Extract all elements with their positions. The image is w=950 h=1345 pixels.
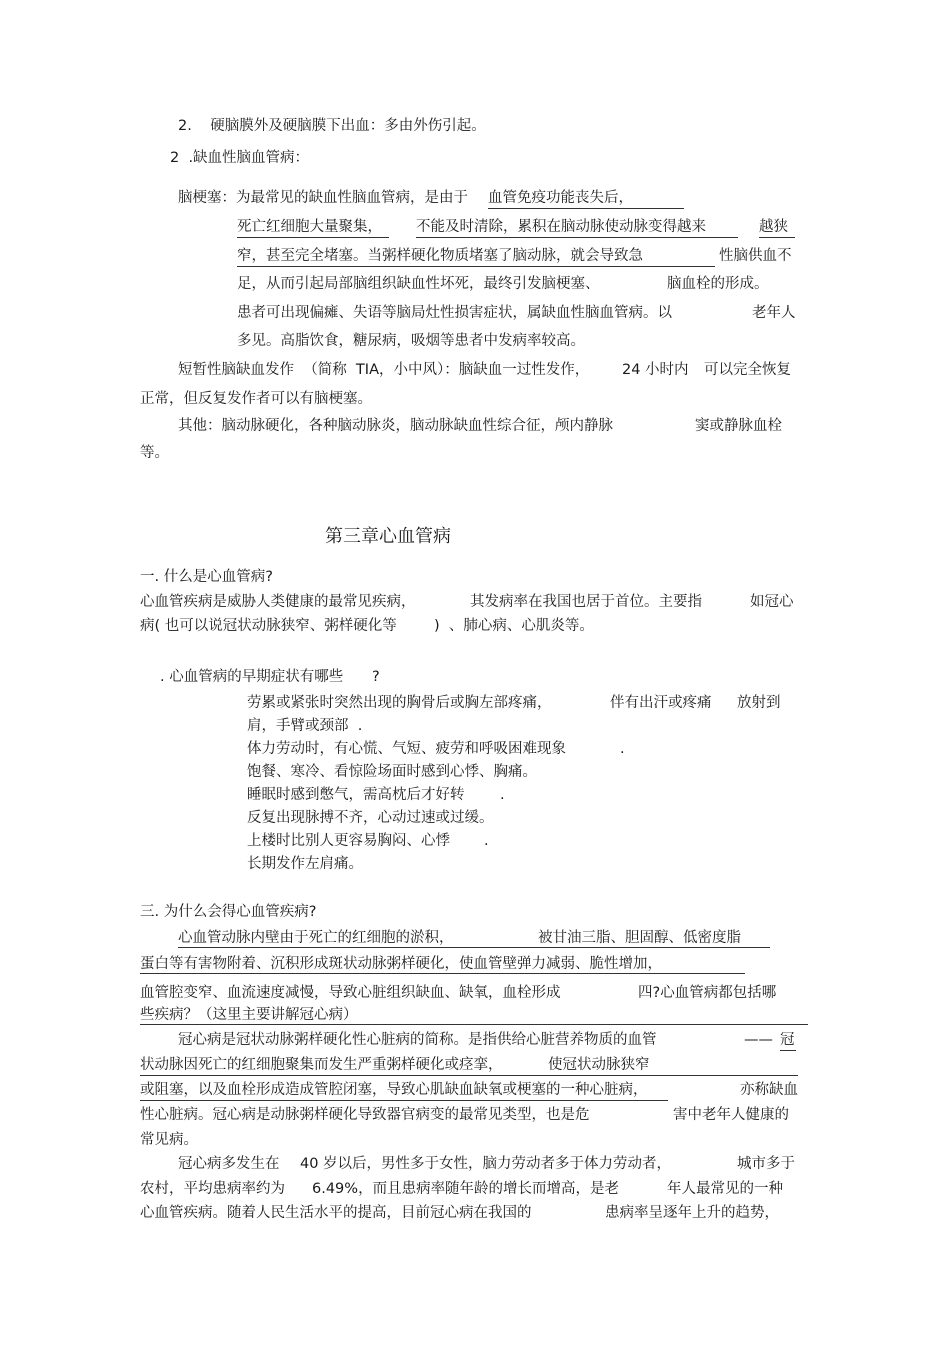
- paragraph-line: 足，从而引起局部脑组织缺血性坏死，最终引发脑梗塞、: [237, 276, 600, 292]
- underlined-text: 不能及时清除，累积在脑动脉使动脉变得越来: [416, 217, 738, 238]
- underlined-text: 冠: [780, 1030, 796, 1051]
- underlined-text: 使冠状动脉狭窄: [548, 1055, 798, 1076]
- paragraph-line: 性心脏病。冠心病是动脉粥样硬化导致器官病变的最常见类型，也是危: [140, 1107, 590, 1123]
- underline-rule: [178, 947, 770, 948]
- chapter-title: 第三章心血管病: [325, 526, 451, 547]
- paragraph-line: 患病率呈逐年上升的趋势，: [605, 1205, 779, 1221]
- paragraph-line: 心血管疾病是威胁人类健康的最常见疾病，: [140, 594, 416, 610]
- list-item: 反复出现脉搏不齐，心动过速或过缓。: [247, 810, 494, 826]
- paragraph-line: 些疾病？（这里主要讲解冠心病）: [140, 1007, 358, 1023]
- paragraph-line: 害中老年人健康的: [673, 1107, 789, 1123]
- section-heading: 三. 为什么会得心血管疾病?: [140, 904, 317, 920]
- paragraph-line: 正常，但反复发作者可以有脑梗塞。: [140, 391, 372, 407]
- paragraph-line: 心血管动脉内壁由于死亡的红细胞的淤积，: [178, 930, 454, 946]
- section-heading: 一. 什么是心血管病?: [140, 569, 273, 585]
- paragraph-line: 常见病。: [140, 1132, 198, 1148]
- list-item: .: [620, 741, 625, 757]
- list-item: 睡眠时感到憋气，需高枕后才好转: [247, 787, 465, 803]
- paragraph-line: 性脑供血不: [719, 248, 792, 264]
- paragraph-line: 年人最常见的一种: [667, 1181, 783, 1197]
- underlined-text: 死亡红细胞大量聚集，: [237, 217, 389, 238]
- paragraph-line: 如冠心: [750, 594, 794, 610]
- paragraph-line: 病( 也可以说冠状动脉狭窄、粥样硬化等: [140, 618, 397, 634]
- underline-rule: [140, 973, 745, 974]
- paragraph-line: 老年人: [752, 305, 796, 321]
- underlined-text: 血管免疫功能丧失后，: [488, 188, 684, 209]
- paragraph-line: 6.49%，而且患病率随年龄的增长而增高，是老: [312, 1181, 620, 1197]
- paragraph-line: 农村，平均患病率约为: [140, 1181, 285, 1197]
- paragraph-line: ) 、肺心病、心肌炎等。: [434, 618, 594, 634]
- paragraph-line: 四?心血管病都包括哪: [638, 985, 777, 1001]
- paragraph-line: 亦称缺血: [740, 1082, 798, 1098]
- paragraph-line: 患者可出现偏瘫、失语等脑局灶性损害症状，属缺血性脑血管病。以: [237, 305, 672, 321]
- paragraph-line: 可以完全恢复: [704, 362, 791, 378]
- paragraph-line: 24 小时内: [622, 362, 689, 378]
- list-item: 劳累或紧张时突然出现的胸骨后或胸左部疼痛，: [247, 695, 552, 711]
- paragraph-line: ——: [744, 1032, 773, 1048]
- paragraph-line: 被甘油三脂、胆固醇、低密度脂: [538, 930, 741, 946]
- paragraph-line: 脑血栓的形成。: [667, 276, 769, 292]
- paragraph-line: 其他：脑动脉硬化，各种脑动脉炎，脑动脉缺血性综合征，颅内静脉: [178, 418, 613, 434]
- underlined-text: 窄，甚至完全堵塞。当粥样硬化物质堵塞了脑动脉，就会导致急: [237, 246, 715, 267]
- paragraph-line: ?: [372, 669, 380, 685]
- paragraph-line: 2. 硬脑膜外及硬脑膜下出血：多由外伤引起。: [178, 118, 486, 134]
- paragraph-line: 多见。高脂饮食，糖尿病，吸烟等患者中发病率较高。: [237, 333, 585, 349]
- paragraph-line: 脑梗塞：为最常见的缺血性脑血管病，是由于: [178, 190, 468, 206]
- paragraph-line: 窦或静脉血栓: [695, 418, 782, 434]
- paragraph-line: 其发病率在我国也居于首位。主要指: [470, 594, 702, 610]
- underlined-text: 越狭: [759, 217, 795, 238]
- list-item: 体力劳动时，有心慌、气短、疲劳和呼吸困难现象: [247, 741, 566, 757]
- list-item: 放射到: [737, 695, 781, 711]
- paragraph-line: 血管腔变窄、血流速度减慢，导致心脏组织缺血、缺氧，血栓形成: [140, 985, 561, 1001]
- underline-rule: [140, 1024, 808, 1025]
- section-heading: 2 .缺血性脑血管病：: [170, 150, 310, 166]
- paragraph-line: 短暂性脑缺血发作 （简称 TIA，小中风）：脑缺血一过性发作，: [178, 362, 590, 378]
- list-item: 伴有出汗或疼痛: [610, 695, 712, 711]
- paragraph-line: 冠心病多发生在: [178, 1156, 280, 1172]
- paragraph-line: 城市多于: [737, 1156, 795, 1172]
- paragraph-line: 冠心病是冠状动脉粥样硬化性心脏病的简称。是指供给心脏营养物质的血管: [178, 1032, 657, 1048]
- list-item: 上楼时比别人更容易胸闷、心悸: [247, 833, 450, 849]
- paragraph-line: 等。: [140, 445, 169, 461]
- section-heading: . 心血管病的早期症状有哪些: [160, 669, 344, 685]
- paragraph-line: 40 岁以后，男性多于女性，脑力劳动者多于体力劳动者，: [300, 1156, 672, 1172]
- list-item: .: [500, 787, 505, 803]
- list-item: 饱餐、寒冷、看惊险场面时感到心悸、胸痛。: [247, 764, 537, 780]
- paragraph-line: 心血管疾病。随着人民生活水平的提高，目前冠心病在我国的: [140, 1205, 532, 1221]
- list-item: 肩，手臂或颈部 .: [247, 718, 363, 734]
- underlined-text: 或阻塞，以及血栓形成造成管腔闭塞，导致心肌缺血缺氧或梗塞的一种心脏病，: [140, 1080, 668, 1101]
- list-item: 长期发作左肩痛。: [247, 856, 363, 872]
- paragraph-line: 蛋白等有害物附着、沉积形成斑状动脉粥样硬化，使血管壁弹力减弱、脆性增加，: [140, 956, 662, 972]
- list-item: .: [484, 833, 489, 849]
- underlined-text: 状动脉因死亡的红细胞聚集而发生严重粥样硬化或痉挛，: [140, 1055, 548, 1076]
